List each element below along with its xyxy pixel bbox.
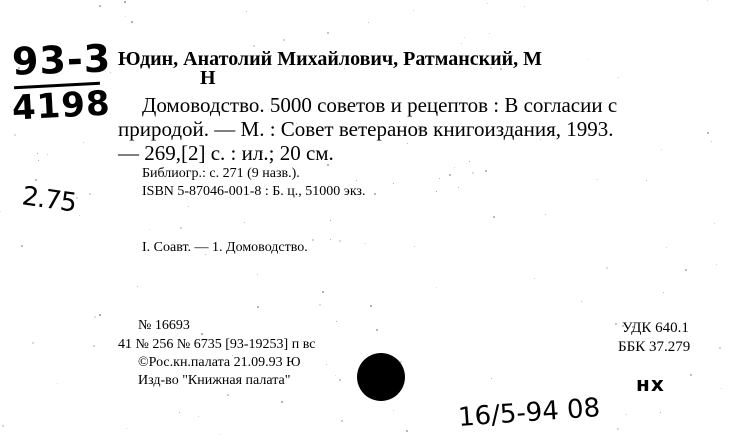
noise-speck	[336, 321, 337, 322]
noise-speck	[368, 22, 369, 23]
noise-speck	[449, 174, 451, 176]
noise-speck	[485, 170, 487, 172]
noise-speck	[458, 187, 459, 188]
isbn-note: ISBN 5-87046-001-8 : Б. ц., 51000 экз.	[142, 184, 366, 199]
noise-speck	[524, 6, 525, 7]
noise-speck	[661, 149, 662, 150]
noise-speck	[660, 412, 661, 413]
noise-speck	[330, 239, 331, 240]
noise-speck	[393, 410, 394, 411]
noise-speck	[180, 227, 182, 229]
noise-speck	[227, 394, 229, 396]
noise-speck	[281, 401, 283, 403]
noise-speck	[137, 286, 138, 287]
registry-line-3: ©Рос.кн.палата 21.09.93 Ю	[138, 355, 301, 370]
noise-speck	[356, 180, 357, 181]
noise-speck	[716, 264, 717, 265]
noise-speck	[461, 43, 462, 44]
noise-speck	[99, 5, 101, 7]
noise-speck	[464, 37, 465, 38]
noise-speck	[125, 16, 126, 17]
noise-speck	[126, 428, 127, 429]
noise-speck	[721, 388, 722, 389]
noise-speck	[436, 191, 437, 192]
noise-speck	[322, 291, 324, 293]
noise-speck	[335, 375, 336, 376]
noise-speck	[246, 11, 247, 12]
noise-speck	[491, 378, 492, 379]
noise-speck	[219, 434, 220, 435]
handwritten-date: 16/5-94 08	[457, 393, 602, 433]
noise-speck	[606, 267, 608, 269]
noise-speck	[93, 345, 95, 347]
noise-speck	[581, 301, 582, 302]
noise-speck	[545, 214, 546, 215]
noise-speck	[487, 3, 488, 4]
noise-speck	[626, 414, 627, 415]
noise-speck	[407, 143, 408, 144]
noise-speck	[35, 179, 37, 181]
noise-speck	[493, 216, 495, 218]
noise-speck	[10, 106, 11, 107]
noise-speck	[326, 364, 327, 365]
noise-speck	[327, 32, 329, 34]
noise-speck	[597, 179, 598, 180]
noise-speck	[414, 246, 415, 247]
call-number-top: 93-3	[11, 36, 112, 84]
bbk-code: ББК 37.279	[618, 339, 691, 355]
noise-speck	[57, 383, 58, 384]
noise-speck	[714, 223, 715, 224]
noise-speck	[38, 160, 39, 161]
noise-speck	[646, 180, 647, 181]
tracing-line: I. Соавт. — 1. Домоводство.	[142, 240, 308, 255]
noise-speck	[339, 240, 341, 242]
noise-speck	[489, 33, 490, 34]
noise-speck	[283, 39, 285, 41]
noise-speck	[32, 342, 34, 344]
noise-speck	[37, 153, 38, 154]
noise-speck	[711, 141, 712, 142]
noise-speck	[83, 142, 84, 143]
noise-speck	[312, 239, 314, 241]
title-line-1: Домоводство. 5000 советов и рецептов : В согласии с	[142, 93, 618, 117]
noise-speck	[690, 374, 692, 376]
noise-speck	[406, 430, 408, 432]
noise-speck	[472, 172, 474, 174]
handwritten-mark: нх	[636, 372, 665, 396]
noise-speck	[393, 183, 394, 184]
noise-speck	[198, 416, 199, 417]
call-number-bottom: 4198	[11, 83, 112, 129]
noise-speck	[439, 178, 440, 179]
noise-speck	[99, 314, 101, 316]
udk-code: УДК 640.1	[622, 320, 689, 336]
ink-blot	[357, 353, 405, 401]
noise-speck	[179, 412, 180, 413]
noise-speck	[719, 347, 721, 349]
title-line-3: — 269,[2] с. : ил.; 20 см.	[118, 141, 334, 165]
noise-speck	[79, 215, 80, 216]
noise-speck	[341, 420, 343, 422]
noise-speck	[330, 220, 331, 221]
noise-speck	[454, 167, 455, 168]
noise-speck	[124, 1, 126, 3]
noise-speck	[707, 0, 708, 1]
noise-speck	[436, 287, 437, 288]
noise-speck	[188, 206, 189, 207]
noise-speck	[339, 379, 341, 381]
noise-speck	[618, 77, 619, 78]
noise-speck	[370, 305, 372, 307]
noise-speck	[21, 245, 23, 247]
noise-speck	[201, 333, 203, 335]
author-line-1: Юдин, Анатолий Михайлович, Ратманский, М	[118, 48, 543, 70]
noise-speck	[685, 269, 687, 271]
noise-speck	[47, 154, 48, 155]
noise-speck	[534, 278, 535, 279]
noise-speck	[319, 304, 321, 306]
noise-speck	[149, 229, 150, 230]
registry-line-2: 41 № 256 № 6735 [93-19253] п вс	[118, 337, 316, 352]
noise-speck	[257, 306, 259, 308]
noise-speck	[376, 329, 378, 331]
registry-line-4: Изд-во "Книжная палата"	[138, 373, 291, 388]
noise-speck	[94, 316, 96, 318]
noise-speck	[244, 222, 245, 223]
noise-speck	[588, 59, 589, 60]
noise-speck	[2, 425, 4, 427]
noise-speck	[615, 323, 617, 325]
noise-speck	[0, 211, 1, 212]
noise-speck	[14, 134, 16, 136]
noise-speck	[663, 292, 664, 293]
noise-speck	[253, 45, 255, 47]
noise-speck	[257, 274, 258, 275]
bibliography-note: Библиогр.: с. 271 (9 назв.).	[142, 166, 300, 181]
noise-speck	[469, 161, 470, 162]
noise-speck	[374, 193, 376, 195]
noise-speck	[89, 193, 91, 195]
noise-speck	[666, 247, 667, 248]
title-line-2: природой. — М. : Совет ветеранов книгоиздания, 1993.	[118, 117, 614, 141]
noise-speck	[131, 21, 133, 23]
registry-line-1: № 16693	[138, 318, 190, 333]
noise-speck	[617, 428, 619, 430]
handwritten-price: 2.75	[20, 181, 78, 219]
author-line-2: Н	[200, 67, 216, 89]
noise-speck	[707, 132, 709, 134]
noise-speck	[365, 243, 366, 244]
noise-speck	[413, 10, 414, 11]
